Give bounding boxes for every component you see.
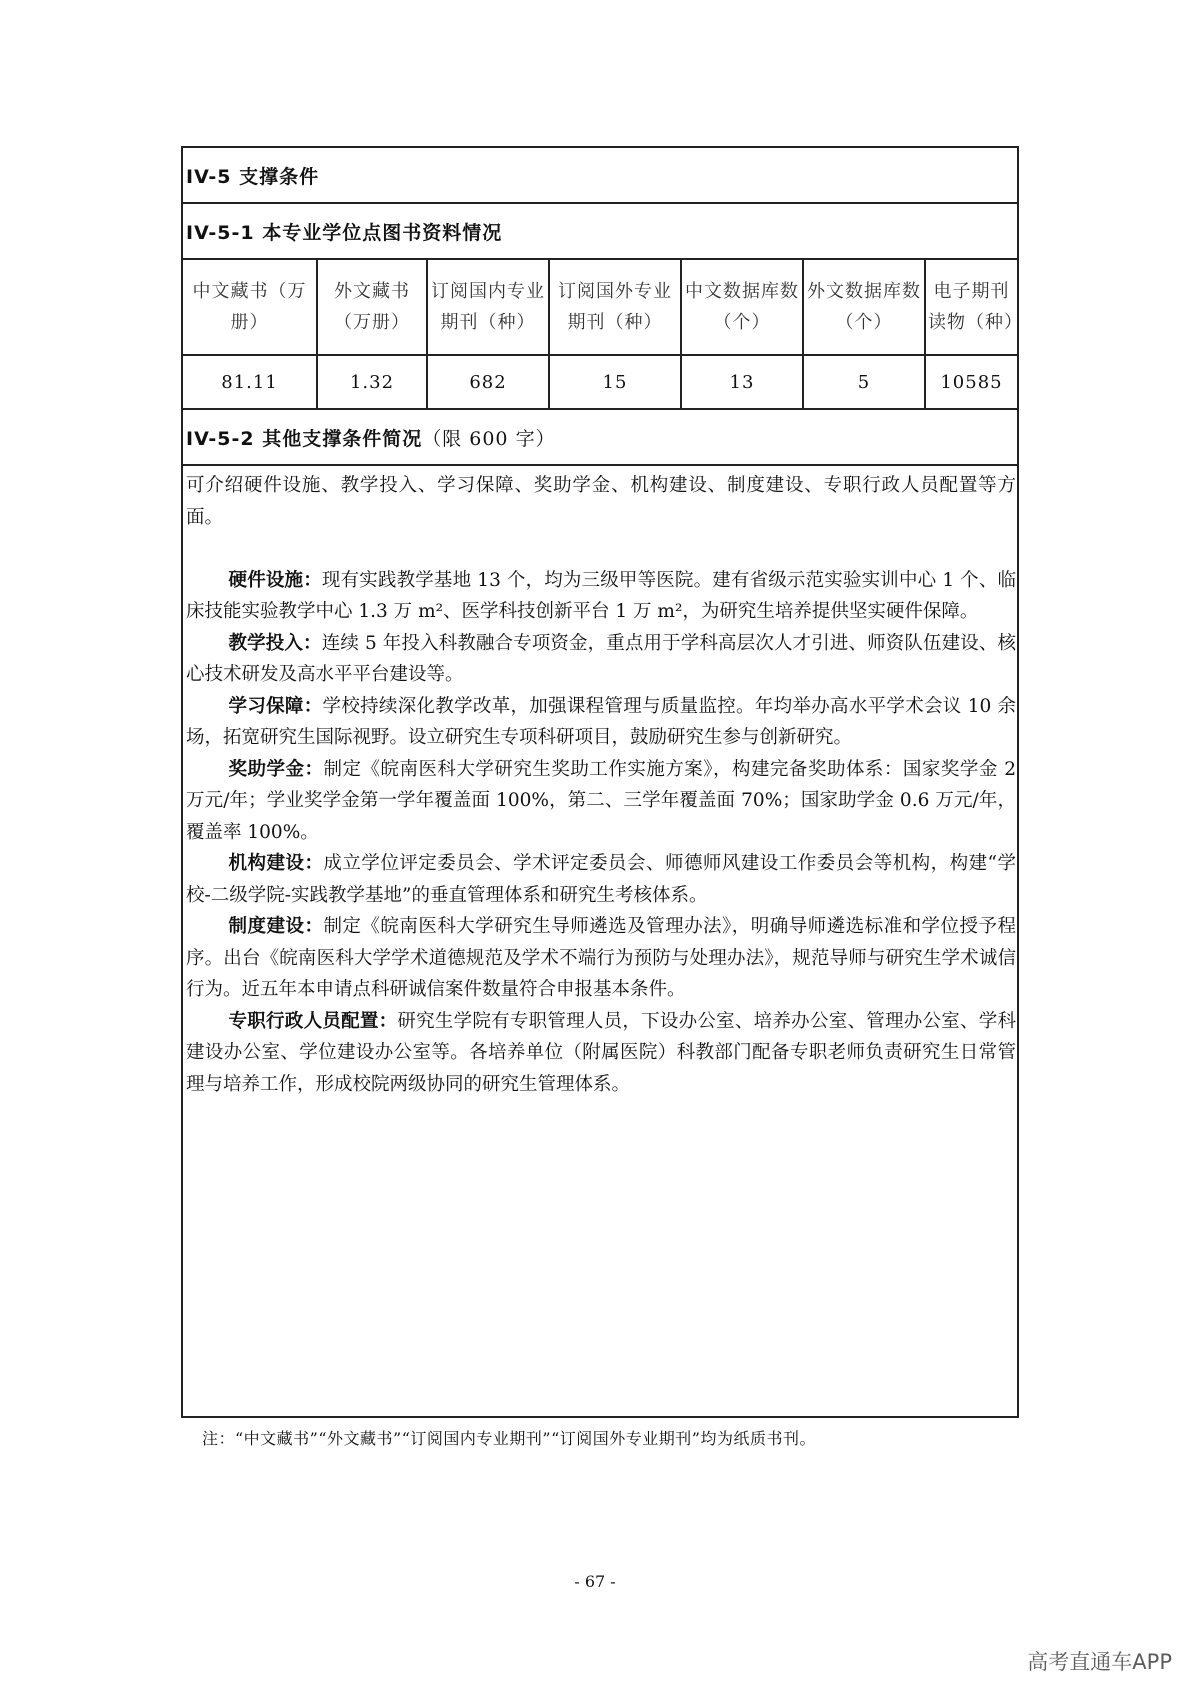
item-label: 专职行政人员配置：	[228, 1010, 398, 1032]
item-label: 奖助学金：	[228, 758, 324, 780]
item-label: 制度建设：	[228, 916, 324, 937]
section-header-row	[183, 148, 1017, 204]
library-table-header-row	[183, 260, 1017, 355]
value-cell: 1.32	[317, 355, 427, 409]
item-label: 机构建设：	[228, 853, 324, 874]
intro-paragraph: 可介绍硬件设施、教学投入、学习保障、奖助学金、机构建设、制度建设、专职行政人员配置等方面。	[186, 475, 1016, 528]
section-title: IV-5 支撑条件	[186, 166, 320, 188]
item-text: 现有实践教学基地 13 个，均为三级甲等医院。建有省级示范实验实训中心 1 个、临床技能实验教学中心 1.3 万 m²、医学科技创新平台 1 万 m²，为研究生培养提供坚实硬件保障。	[186, 569, 1016, 622]
subsection-2-title	[186, 424, 556, 451]
content-item	[186, 754, 1016, 849]
content-item	[186, 565, 1016, 628]
item-text: 制定《皖南医科大学研究生奖助工作实施方案》，构建完备奖助体系：国家奖学金 2 万元/年；学业奖学金第一学年覆盖面 100%，第二、三学年覆盖面 70%；国家助学金 0.6 万元/年，覆盖率 100%。	[186, 758, 1016, 843]
support-conditions-content	[186, 470, 1016, 1100]
header-cell: 电子期刊读物（种）	[925, 260, 1017, 355]
content-item	[186, 691, 1016, 754]
content-item	[186, 848, 1016, 911]
page-number: - 67 -	[574, 1572, 616, 1591]
item-label: 教学投入：	[228, 632, 322, 654]
header-cell: 外文数据库数（个）	[803, 260, 925, 355]
watermark: 高考直通车APP	[1027, 1650, 1172, 1674]
header-cell: 订阅国内专业期刊（种）	[427, 260, 549, 355]
content-item	[186, 911, 1016, 1006]
header-cell: 中文藏书（万册）	[183, 260, 317, 355]
form-frame	[181, 146, 1023, 1418]
item-text: 学校持续深化教学改革，加强课程管理与质量监控。年均举办高水平学术会议 10 余场，拓宽研究生国际视野。设立研究生专项科研项目，鼓励研究生参与创新研究。	[186, 695, 1016, 748]
item-label: 硬件设施：	[228, 569, 322, 591]
value-cell: 81.11	[183, 355, 317, 409]
header-cell: 订阅国外专业期刊（种）	[549, 260, 681, 355]
content-item	[186, 1006, 1016, 1101]
subsection-2-header-row	[183, 410, 1017, 466]
value-cell: 682	[427, 355, 549, 409]
subsection-1-title: IV-5-1 本专业学位点图书资料情况	[186, 222, 503, 244]
subsection-2-title-text: IV-5-2 其他支撑条件简况	[186, 428, 423, 450]
item-text: 成立学位评定委员会、学术评定委员会、师德师风建设工作委员会等机构，构建“学校-二级学院-实践教学基地”的垂直管理体系和研究生考核体系。	[186, 853, 1016, 906]
item-text: 连续 5 年投入科教融合专项资金，重点用于学科高层次人才引进、师资队伍建设、核心技术研发及高水平平台建设等。	[186, 632, 1016, 685]
content-item	[186, 628, 1016, 691]
subsection-1-header-row	[183, 204, 1017, 260]
footnote: 注：“中文藏书”“外文藏书”“订阅国内专业期刊”“订阅国外专业期刊”均为纸质书刊。	[202, 1429, 816, 1448]
value-cell: 10585	[925, 355, 1017, 409]
item-text: 制定《皖南医科大学研究生导师遴选及管理办法》，明确导师遴选标准和学位授予程序。出台《皖南医科大学学术道德规范及学术不端行为预防与处理办法》，规范导师与研究生学术诚信行为。近五年本申请点科研诚信案件数量符合申报基本条件。	[186, 916, 1016, 1000]
value-cell: 5	[803, 355, 925, 409]
item-text: 研究生学院有专职管理人员，下设办公室、培养办公室、管理办公室、学科建设办公室、学位建设办公室等。各培养单位（附属医院）科教部门配备专职老师负责研究生日常管理与培养工作，形成校院两级协同的研究生管理体系。	[186, 1010, 1016, 1095]
item-label: 学习保障：	[228, 695, 323, 717]
header-cell: 中文数据库数（个）	[681, 260, 803, 355]
value-cell: 13	[681, 355, 803, 409]
value-cell: 15	[549, 355, 681, 409]
library-table	[183, 260, 1023, 410]
subsection-2-limit: （限 600 字）	[422, 428, 556, 450]
header-cell: 外文藏书（万册）	[317, 260, 427, 355]
library-table-value-row	[183, 355, 1017, 409]
